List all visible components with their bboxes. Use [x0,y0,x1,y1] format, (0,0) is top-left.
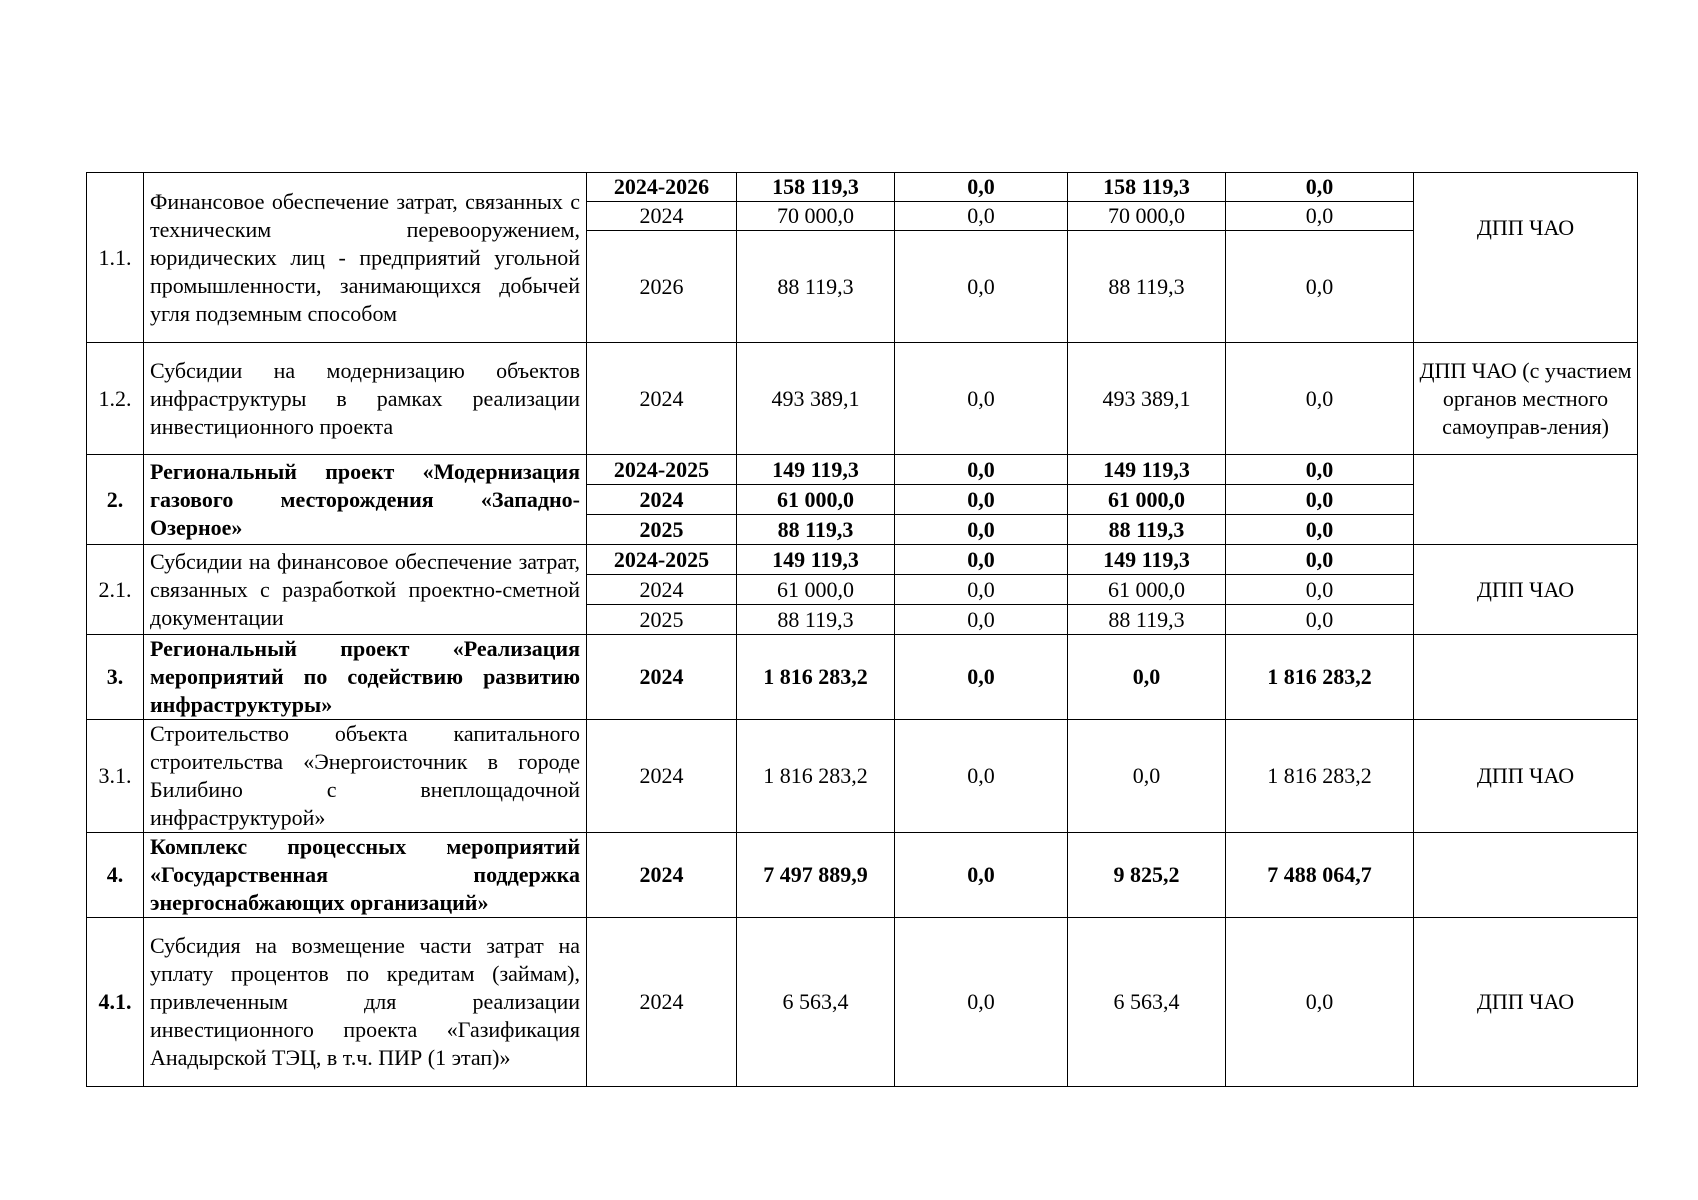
value-cell: 0,0 [1226,343,1414,455]
period-cell: 2024 [587,485,737,515]
total-cell: 61 000,0 [737,575,895,605]
row-name: Субсидии на финансовое обеспечение затрат, связанных с разработкой проектно-сметной документации [144,545,587,635]
responsible-cell [1414,455,1638,545]
value-cell: 70 000,0 [1068,202,1226,231]
table-row [87,545,1638,575]
total-cell: 88 119,3 [737,231,895,343]
table-row [87,833,1638,918]
value-cell: 0,0 [895,485,1068,515]
total-cell: 7 497 889,9 [737,833,895,918]
value-cell: 0,0 [895,575,1068,605]
responsible-cell: ДПП ЧАО [1414,545,1638,635]
total-cell: 6 563,4 [737,918,895,1087]
period-cell: 2024-2026 [587,173,737,202]
value-cell: 0,0 [1226,545,1414,575]
budget-table [86,172,1638,1087]
value-cell: 0,0 [1226,918,1414,1087]
period-cell: 2024-2025 [587,455,737,485]
value-cell: 0,0 [1226,455,1414,485]
row-number: 1.2. [87,343,144,455]
value-cell: 0,0 [1226,605,1414,635]
total-cell: 61 000,0 [737,485,895,515]
total-cell: 1 816 283,2 [737,720,895,833]
responsible-cell: ДПП ЧАО [1414,720,1638,833]
table-row [87,918,1638,1087]
value-cell: 0,0 [1226,485,1414,515]
value-cell: 0,0 [895,515,1068,545]
row-number: 1.1. [87,173,144,343]
value-cell: 0,0 [1226,202,1414,231]
value-cell: 0,0 [1226,173,1414,202]
value-cell: 0,0 [895,173,1068,202]
value-cell: 61 000,0 [1068,485,1226,515]
period-cell: 2025 [587,515,737,545]
row-number: 3.1. [87,720,144,833]
row-number: 4.1. [87,918,144,1087]
table-row [87,720,1638,833]
value-cell: 88 119,3 [1068,605,1226,635]
period-cell: 2024 [587,575,737,605]
responsible-cell: ДПП ЧАО (с участием органов местного самоуправ-ления) [1414,343,1638,455]
responsible-cell [1414,833,1638,918]
total-cell: 149 119,3 [737,545,895,575]
period-cell: 2024 [587,918,737,1087]
value-cell: 149 119,3 [1068,455,1226,485]
value-cell: 88 119,3 [1068,231,1226,343]
value-cell: 0,0 [895,455,1068,485]
period-cell: 2024 [587,202,737,231]
row-name: Строительство объекта капитального строительства «Энергоисточник в городе Билибино с внеплощадочной инфраструктурой» [144,720,587,833]
table-row [87,173,1638,202]
total-cell: 149 119,3 [737,455,895,485]
table-row [87,635,1638,720]
period-cell: 2024-2025 [587,545,737,575]
value-cell: 7 488 064,7 [1226,833,1414,918]
value-cell: 0,0 [1226,575,1414,605]
row-number: 2.1. [87,545,144,635]
row-name: Региональный проект «Модернизация газового месторождения «Западно-Озерное» [144,455,587,545]
row-number: 3. [87,635,144,720]
value-cell: 9 825,2 [1068,833,1226,918]
value-cell: 0,0 [1068,720,1226,833]
table-row [87,455,1638,485]
period-cell: 2026 [587,231,737,343]
value-cell: 0,0 [895,202,1068,231]
value-cell: 88 119,3 [1068,515,1226,545]
value-cell: 1 816 283,2 [1226,635,1414,720]
row-number: 4. [87,833,144,918]
value-cell: 0,0 [1068,635,1226,720]
total-cell: 88 119,3 [737,605,895,635]
value-cell: 61 000,0 [1068,575,1226,605]
value-cell: 1 816 283,2 [1226,720,1414,833]
total-cell: 1 816 283,2 [737,635,895,720]
row-name: Комплекс процессных мероприятий «Государственная поддержка энергоснабжающих организаций» [144,833,587,918]
row-name: Субсидия на возмещение части затрат на уплату процентов по кредитам (займам), привлеченным для реализации инвестиционного проекта «Газификация Анадырской ТЭЦ, в т.ч. ПИР (1 этап)» [144,918,587,1087]
value-cell: 158 119,3 [1068,173,1226,202]
value-cell: 0,0 [895,918,1068,1087]
table-row [87,343,1638,455]
responsible-cell [1414,635,1638,720]
value-cell: 6 563,4 [1068,918,1226,1087]
responsible-cell: ДПП ЧАО [1414,918,1638,1087]
value-cell: 0,0 [1226,231,1414,343]
value-cell: 0,0 [895,833,1068,918]
value-cell: 0,0 [895,635,1068,720]
row-name: Финансовое обеспечение затрат, связанных с техническим перевооружением, юридических лиц - предприятий угольной промышленности, занимающихся добычей угля подземным способом [144,173,587,343]
value-cell: 0,0 [895,231,1068,343]
row-name: Региональный проект «Реализация мероприятий по содействию развитию инфраструктуры» [144,635,587,720]
total-cell: 70 000,0 [737,202,895,231]
total-cell: 493 389,1 [737,343,895,455]
value-cell: 149 119,3 [1068,545,1226,575]
total-cell: 158 119,3 [737,173,895,202]
total-cell: 88 119,3 [737,515,895,545]
value-cell: 0,0 [895,343,1068,455]
value-cell: 0,0 [895,605,1068,635]
period-cell: 2024 [587,720,737,833]
value-cell: 493 389,1 [1068,343,1226,455]
value-cell: 0,0 [1226,515,1414,545]
row-name: Субсидии на модернизацию объектов инфраструктуры в рамках реализации инвестиционного проекта [144,343,587,455]
period-cell: 2024 [587,635,737,720]
period-cell: 2024 [587,343,737,455]
period-cell: 2025 [587,605,737,635]
value-cell: 0,0 [895,545,1068,575]
period-cell: 2024 [587,833,737,918]
row-number: 2. [87,455,144,545]
value-cell: 0,0 [895,720,1068,833]
responsible-cell: ДПП ЧАО [1414,173,1638,343]
